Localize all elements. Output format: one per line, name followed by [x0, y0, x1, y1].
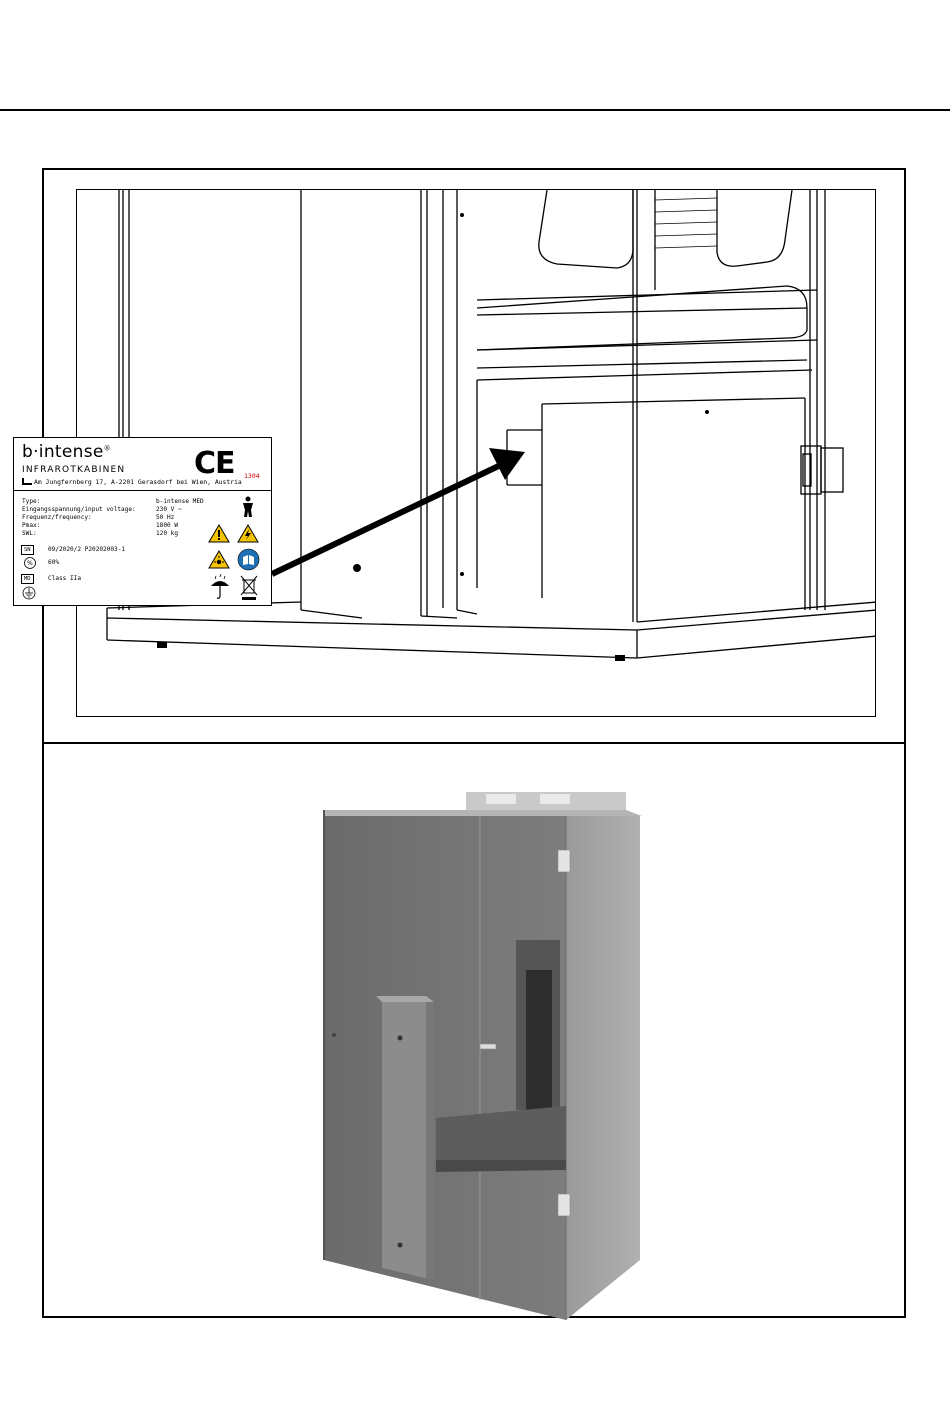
pmax-value: 1800 W [156, 522, 179, 529]
cabin-render-image [230, 780, 730, 1320]
plate-separator [14, 490, 271, 491]
voltage-label: Eingangsspannung/input voltage: [22, 506, 136, 513]
cabin-render [230, 780, 730, 1320]
swl-label: SWL: [22, 530, 37, 537]
frequency-label: Frequenz/frequency: [22, 514, 92, 521]
general-warning-icon [208, 524, 230, 543]
non-ionizing-radiation-icon [208, 550, 230, 569]
keep-dry-icon [210, 574, 230, 600]
brand-name: b·intense [22, 442, 104, 462]
manufacturer-icon [22, 478, 32, 485]
protective-earth-icon [22, 586, 36, 600]
swl-value: 120 kg [156, 530, 179, 537]
humidity-limit-icon [22, 556, 38, 570]
type-value: b-intense MED [156, 498, 204, 505]
notified-body-number: 1304 [244, 472, 260, 480]
medical-device-symbol: MD [21, 574, 34, 584]
weee-bin-icon [239, 574, 259, 602]
read-manual-icon [237, 548, 260, 571]
pmax-label: Pmax: [22, 522, 41, 529]
frequency-value: 50 Hz [156, 514, 175, 521]
electric-hazard-icon [237, 524, 259, 543]
body-type-b-icon [240, 496, 256, 518]
figure-divider [42, 742, 906, 744]
address-text: Am Jungfernberg 17, A-2201 Gerasdorf bei Wien, Austria [34, 478, 242, 486]
brand-subtitle: INFRAROTKABINEN [22, 465, 126, 475]
voltage-value: 230 V ~ [156, 506, 182, 513]
brand-logo [22, 442, 111, 462]
type-label: Type: [22, 498, 41, 505]
header-rule [0, 109, 950, 111]
registered-mark: ® [103, 444, 111, 453]
humidity-value: 60% [48, 559, 60, 566]
rating-plate [13, 437, 272, 606]
ce-mark: CE [194, 446, 235, 481]
device-class: Class IIa [48, 575, 82, 582]
serial-number: 09/2020/2 P20202003-1 [48, 546, 126, 553]
svg-text:%: % [27, 560, 33, 567]
serial-number-symbol: SN [21, 545, 34, 555]
